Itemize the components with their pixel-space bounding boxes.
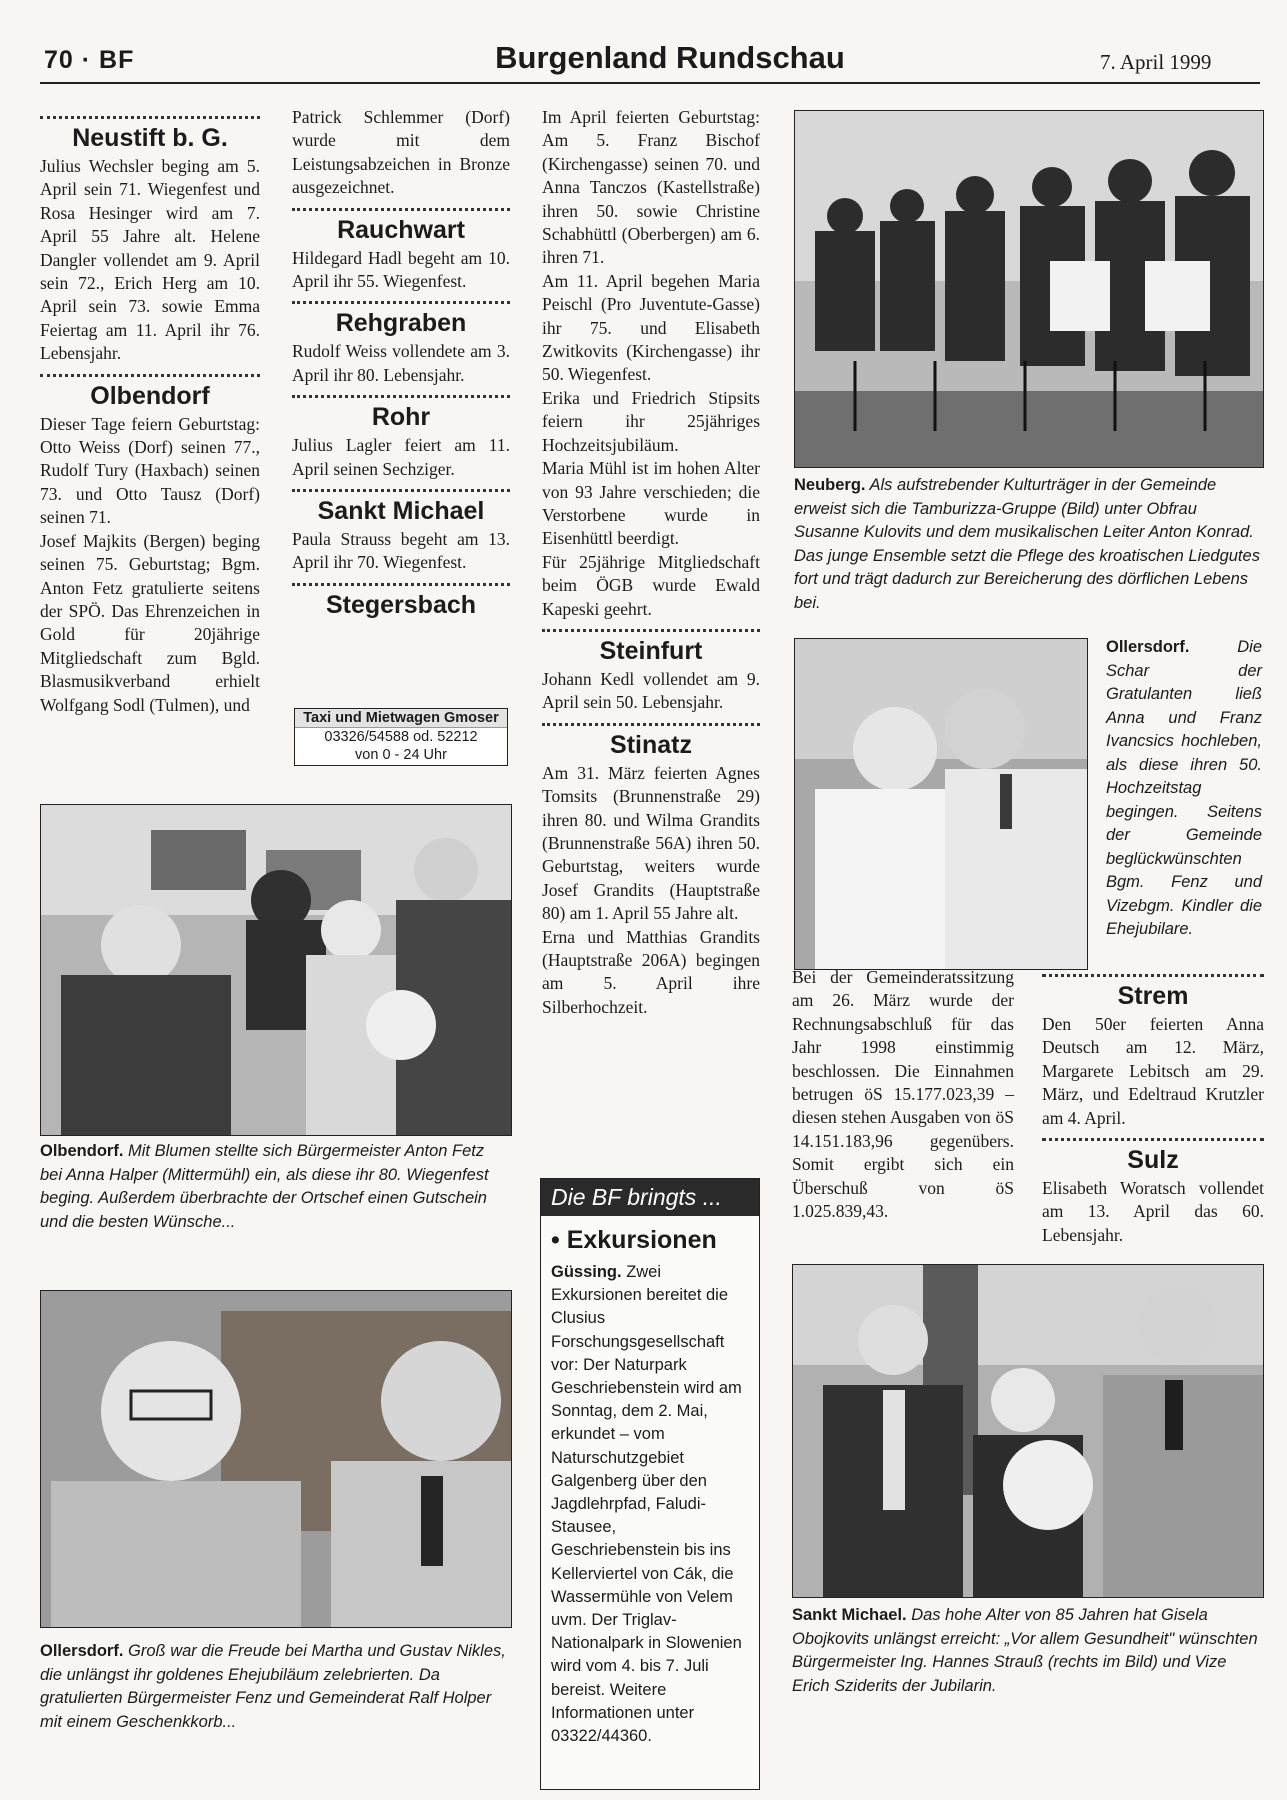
ad-hours: von 0 - 24 Uhr [355,747,447,763]
section-title-stegersbach: Stegersbach [325,590,477,619]
photo-ollersdorf-nikles [40,1290,512,1628]
caption-sankt-michael-lead: Sankt Michael. [792,1606,907,1624]
photo-sankt-michael [792,1264,1264,1598]
section-title-neustift: Neustift b. G. [72,124,228,152]
section-title-olbendorf: Olbendorf [90,381,210,410]
caption-olbendorf-lead: Olbendorf. [40,1142,124,1160]
caption-neuberg-lead: Neuberg. [794,476,866,494]
divider [1042,974,1264,977]
section-title-sulz: Sulz [1127,1146,1179,1175]
article-muehl: Maria Mühl ist im hohen Alter von 93 Jahre verschieden; die Verstorbene wurde in Eisenhüttl beerdigt. [542,458,760,549]
caption-neuberg [794,474,1262,615]
divider [292,208,510,211]
article-sulz: Elisabeth Woratsch vollendet am 13. April das 60. Lebensjahr. [1042,1178,1264,1245]
page-number: 70 · BF [44,46,135,74]
column-2 [292,106,510,622]
info-box-bf-bringts [540,1178,760,1790]
issue-date: 7. April 1999 [1100,50,1212,74]
article-rohr: Julius Lagler feiert am 11. April seinen Sechziger. [292,435,510,479]
article-neustift: Julius Wechsler beging am 5. April sein 71. Wiegenfest und Rosa Hesinger wird am 7. April 55 Jahre alt. Helene Dangler vollendet am 9. April sein 72., Erich Herg am 10. April sein 73. sowie Emma Feiertag am 11. April ihr 76. Lebensjahr. [40,156,260,364]
divider [292,489,510,492]
article-schlemmer: Patrick Schlemmer (Dorf) wurde mit dem Leistungsabzeichen in Bronze ausgezeichnet. [292,107,510,198]
caption-neuberg-text: Als aufstrebender Kulturträger in der Gemeinde erweist sich die Tamburizza-Gruppe (Bild) unter Obfrau Susanne Kulovits und dem musikalischen Leiter Anton Konrad. Das junge Ensemble setzt die Pflege des kroatischen Liedgutes fort und trägt dadurch zur Bereicherung des dörflichen Lebens bei. [794,476,1260,612]
ad-phone: 03326/54588 od. 52212 [324,729,478,745]
divider [1042,1138,1264,1141]
column-1 [40,108,260,717]
article-stipsits: Erika und Friedrich Stipsits feiern ihr 25jähriges Hochzeitsjubiläum. [542,387,760,455]
caption-ollersdorf-left [40,1640,510,1734]
column-3 [542,106,760,1019]
section-title-sankt-michael: Sankt Michael [317,497,485,526]
caption-olbendorf-text: Mit Blumen stellte sich Bürgermeister Anton Fetz bei Anna Halper (Mittermühl) ein, als diese ihr 80. Wiegenfest beging. Außerdem überbrachte der Ortschef einen Gutschein und die besten Wünsche... [40,1142,489,1231]
caption-ollersdorf-left-text: Groß war die Freude bei Martha und Gustav Nikles, die unlängst ihr goldenes Ehejubiläum zelebrierten. Da gratulierten Bürgermeister Fenz und Gemeinderat Ralf Holper mit einem Geschenkkorb... [40,1642,506,1731]
taxi-advertisement [294,708,508,766]
divider [292,301,510,304]
info-box-title: • Exkursionen [551,1226,717,1254]
info-box-text [541,1259,759,1750]
section-title-stinatz: Stinatz [610,730,692,759]
article-strem: Den 50er feierten Anna Deutsch am 12. März, Margarete Lebitsch am 29. März, und Edeltraud Krutzler am 4. April. [1042,1014,1264,1128]
divider [292,395,510,398]
photo-olbendorf [40,804,512,1136]
article-olbendorf-2: Josef Majkits (Bergen) beging seinen 75. Geburtstag; Bgm. Anton Fetz gratulierte seitens der SPÖ. Das Ehrenzeichen in Gold für 20jährige Mitgliedschaft zum Bgld. Blasmusikverband erhielt Wolfgang Sodl (Tulmen), und [40,530,260,715]
photo-neuberg-band [794,110,1264,468]
column-4 [792,966,1014,1223]
article-gemeinderatssitzung: Bei der Gemeinderatssitzung am 26. März wurde der Rechnungsabschluß für das Jahr 1998 einstimmig beschlossen. Die Einnahmen betrugen öS 15.177.023,39 – diesen stehen Ausgaben von öS 14.151.183,96 gegenübers. Somit ergibt sich ein Überschuß von öS 1.025.839,43. [792,967,1014,1222]
article-stinatz: Am 31. März feierten Agnes Tomsits (Brunnenstraße 29) ihren 80. und Wilma Grandits (Brunnenstraße 56A) ihren 50. Geburtstag, weiters wurde Josef Grandits (Hauptstraße 80) am 1. April 55 Jahre alt. [542,762,760,924]
caption-ollersdorf-left-lead: Ollersdorf. [40,1642,124,1660]
article-steinfurt: Johann Kedl vollendet am 9. April sein 50. Lebensjahr. [542,668,760,713]
photo-ollersdorf-couple [794,638,1088,970]
article-olbendorf: Dieser Tage feiern Geburtstag: Otto Weiss (Dorf) seinen 77., Rudolf Tury (Haxbach) seinen 73. und Otto Tausz (Dorf) seinen 71. [40,413,260,528]
caption-sankt-michael [792,1604,1262,1698]
section-title-rohr: Rohr [371,403,431,432]
article-stinatz-2: Erna und Matthias Grandits (Hauptstraße 206A) begingen am 5. April ihre Silberhochzeit. [542,926,760,1017]
section-title-rauchwart: Rauchwart [337,215,465,244]
column-5 [1042,966,1264,1247]
divider [40,374,260,377]
article-oegb: Für 25jährige Mitgliedschaft beim ÖGB wurde Ewald Kapeski geehrt. [542,551,760,619]
divider [542,723,760,726]
caption-ollersdorf-right-text: Die Schar der Gratulanten ließ Anna und Franz Ivancsics hochleben, als diese ihren 50. Hochzeitstag begingen. Seitens der Gemeinde beglückwünschten Bgm. Fenz und Vizebgm. Kindler die Ehejubilare. [1106,638,1262,938]
article-11-april: Am 11. April begehen Maria Peischl (Pro Juventute-Gasse) ihr 75. und Elisabeth Zwitkovits (Kirchengasse) ihr 50. Wiegenfest. [542,270,760,385]
article-rauchwart: Hildegard Hadl begeht am 10. April ihr 55. Wiegenfest. [292,247,510,292]
divider [542,629,760,632]
divider [40,116,260,119]
divider [292,583,510,586]
info-box-header: Die BF bringts ... [541,1179,759,1216]
newspaper-title: Burgenland Rundschau [495,40,845,75]
caption-olbendorf [40,1140,510,1234]
article-im-april: Im April feierten Geburtstag: Am 5. Franz Bischof (Kirchengasse) seinen 70. und Anna Tanczos (Kastellstraße) ihren 50. sowie Christine Schabhüttl (Oberbergen) am 6. ihren 71. [542,107,760,268]
caption-ollersdorf-right [1106,636,1262,942]
section-title-steinfurt: Steinfurt [599,636,703,665]
header-rule [40,82,1260,84]
info-box-lead: Güssing. [551,1263,622,1281]
section-title-rehgraben: Rehgraben [335,309,467,338]
caption-ollersdorf-right-lead: Ollersdorf. [1106,638,1190,656]
article-rehgraben: Rudolf Weiss vollendete am 3. April ihr 80. Lebensjahr. [292,341,510,385]
article-sankt-michael: Paula Strauss begeht am 13. April ihr 70. Wiegenfest. [292,529,510,573]
section-title-strem: Strem [1117,982,1189,1010]
ad-company-name: Taxi und Mietwagen Gmoser [295,709,507,728]
caption-sankt-michael-text: Das hohe Alter von 85 Jahren hat Gisela Obojkovits unlängst erreicht: „Vor allem Gesundheit" wünschten Bürgermeister Ing. Hannes Strauß (rechts im Bild) und Vize Erich Sziderits der Jubilarin. [792,1606,1258,1695]
info-box-body: Zwei Exkursionen bereitet die Clusius Forschungsgesellschaft vor: Der Naturpark Geschriebenstein wird am Sonntag, dem 2. Mai, erkundet – vom Naturschutzgebiet Galgenberg über den Jagdlehrpfad, Faludi-Stausee, Geschriebenstein bis ins Kellerviertel von Cák, die Wassermühle von Velem uvm. Der Triglav-Nationalpark in Slowenien wird vom 4. bis 7. Juli bereist. Weitere Informationen unter 03322/44360. [551,1263,742,1746]
